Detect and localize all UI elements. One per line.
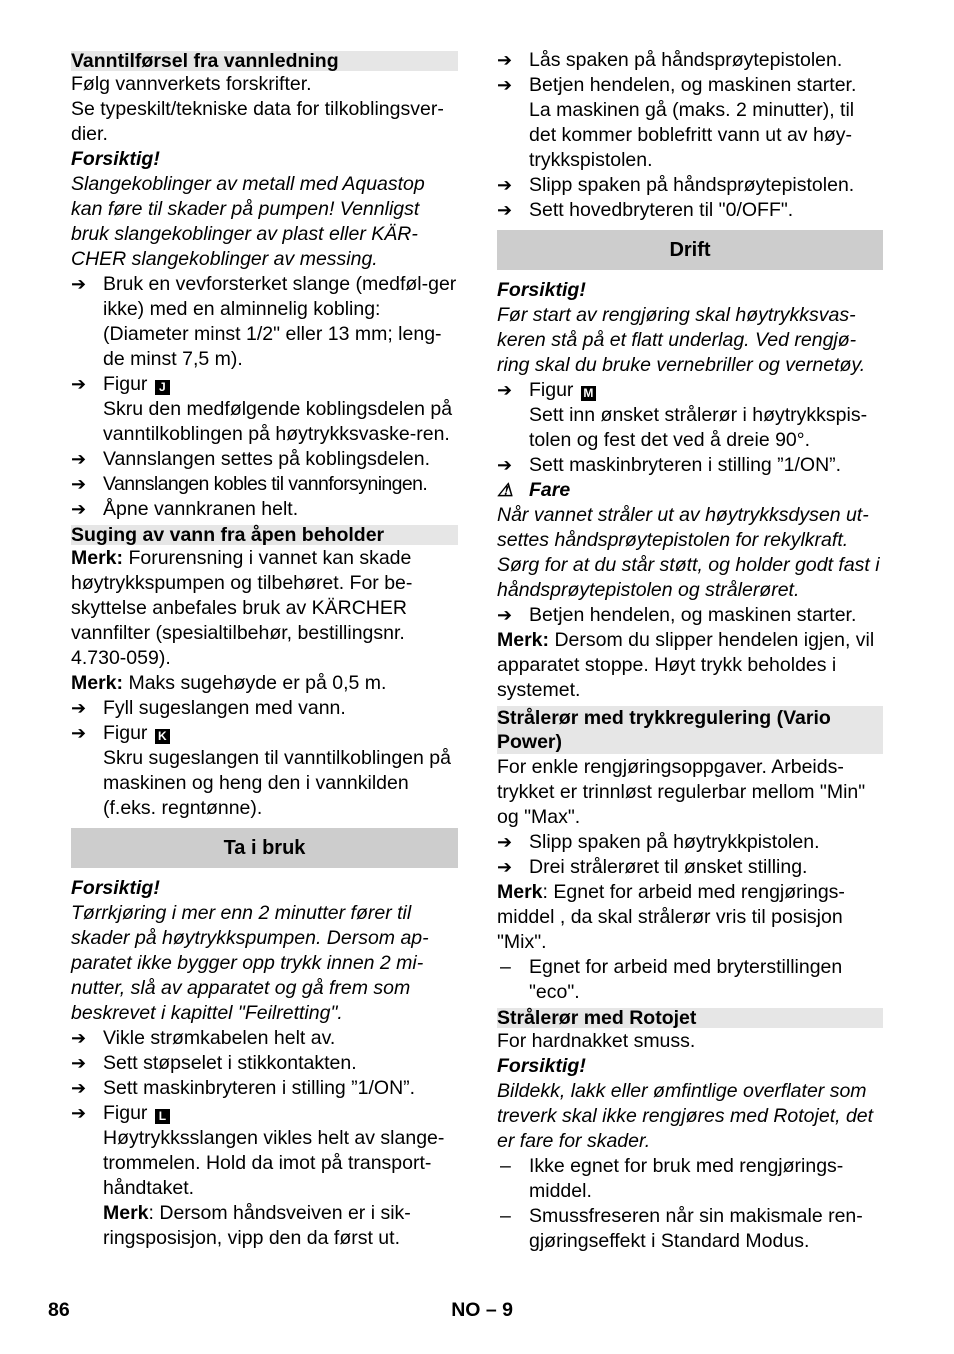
list-item: ➔ Drei strålerøret til ønsket stilling. — [497, 856, 808, 878]
dash-bullet: – — [500, 1155, 511, 1177]
page-code: NO – 9 — [451, 1299, 513, 1321]
figure-reference-icon: K — [155, 729, 170, 744]
arrow-right-icon: ➔ — [71, 1028, 87, 1048]
caution-text: Tørrkjøring i mer enn 2 minutter fører til skader på høytrykkspumpen. Dersom ap-paratet ikke bygger opp trykk innen 2 mi-nutter, slå av apparatet og gå frem som beskrevet i kapittel "Feilretting". — [71, 902, 429, 1024]
left-column — [71, 48, 458, 1251]
arrow-right-icon: ➔ — [497, 200, 513, 220]
caution-title: Forsiktig! — [497, 1055, 586, 1077]
arrow-right-icon: ➔ — [71, 723, 87, 743]
arrow-right-icon: ➔ — [71, 1103, 87, 1123]
subheading: Strålerør med trykkregulering (Vario Power) — [497, 706, 883, 754]
section-heading: Ta i bruk — [71, 828, 458, 868]
arrow-right-icon: ➔ — [497, 380, 513, 400]
note: Merk: Egnet for arbeid med rengjørings-middel , da skal strålerør vris til posisjon "Mix". — [497, 881, 845, 953]
arrow-right-icon: ➔ — [497, 75, 513, 95]
caution-text: Bildekk, lakk eller ømfintlige overflater som treverk skal ikke rengjøres med Rotojet, det er fare for skader. — [497, 1080, 874, 1152]
list-item: – Ikke egnet for bruk med rengjørings-middel. — [497, 1154, 883, 1204]
list-item: ➔ Betjen hendelen, og maskinen starter. La maskinen gå (maks. 2 minutter), til det kommer boblefritt vann ut av høy-trykkspistolen. — [497, 74, 857, 171]
list-item: ➔ Sett maskinbryteren i stilling ”1/ON”. — [71, 1077, 416, 1099]
paragraph: Se typeskilt/tekniske data for tilkoblingsver-dier. — [71, 98, 444, 145]
list-item: ➔ Slipp spaken på håndsprøytepistolen. — [497, 174, 855, 196]
figure-reference-icon: L — [155, 1109, 170, 1124]
list-item: ➔ Vannslangen settes på koblingsdelen. — [71, 448, 431, 470]
arrow-right-icon: ➔ — [71, 698, 87, 718]
arrow-right-icon: ➔ — [71, 1078, 87, 1098]
arrow-right-icon: ➔ — [71, 474, 87, 494]
arrow-right-icon: ➔ — [71, 449, 87, 469]
arrow-right-icon: ➔ — [497, 857, 513, 877]
arrow-right-icon: ➔ — [71, 499, 87, 519]
caution-title: Forsiktig! — [71, 877, 160, 899]
arrow-right-icon: ➔ — [497, 605, 513, 625]
arrow-right-icon: ➔ — [497, 832, 513, 852]
list-item: ➔ Fyll sugeslangen med vann. — [71, 697, 346, 719]
list-item: ➔ Figur L Høytrykksslangen vikles helt av slange-trommelen. Hold da imot på transport-håndtaket. Merk: Dersom håndsveiven er i sik-ringsposisjon, vipp den da først ut. — [71, 1102, 445, 1249]
arrow-right-icon: ➔ — [497, 175, 513, 195]
list-item: ➔ Figur M Sett inn ønsket strålerør i høytrykkspis-tolen og fest det ved å dreie 90°. — [497, 379, 868, 451]
arrow-right-icon: ➔ — [497, 50, 513, 70]
subheading: Suging av vann fra åpen beholder — [71, 525, 458, 545]
paragraph: For hardnakket smuss. — [497, 1030, 696, 1052]
arrow-right-icon: ➔ — [71, 274, 87, 294]
arrow-right-icon: ➔ — [497, 455, 513, 475]
list-item: ➔ Figur J Skru den medfølgende koblingsdelen på vanntilkoblingen på høytrykksvaske-ren. — [71, 373, 453, 445]
paragraph: For enkle rengjøringsoppgaver. Arbeids-trykket er trinnløst regulerbar mellom "Min" og "Max". — [497, 756, 866, 828]
list-item: ➔ Slipp spaken på høytrykkpistolen. — [497, 831, 820, 853]
list-item: ➔ Åpne vannkranen helt. — [71, 498, 299, 520]
note: Merk: Forurensning i vannet kan skade høytrykkspumpen og tilbehøret. For be-skyttelse anbefales bruk av KÄRCHER vannfilter (spesialtilbehør, bestillingsnr. 4.730-059). — [71, 547, 413, 669]
list-item: ➔ Sett maskinbryteren i stilling ”1/ON”. — [497, 454, 842, 476]
figure-reference-icon: M — [581, 386, 596, 401]
paragraph: Følg vannverkets forskrifter. — [71, 73, 312, 95]
right-column — [497, 48, 883, 1254]
arrow-right-icon: ➔ — [71, 1053, 87, 1073]
section-heading: Drift — [497, 230, 883, 270]
page-number: 86 — [48, 1299, 70, 1321]
caution-text: Slangekoblinger av metall med Aquastop kan føre til skader på pumpen! Vennligst bruk slangekoblinger av plast eller KÄR-CHER slangekoblinger av messing. — [71, 173, 425, 270]
list-item: ➔ Vikle strømkabelen helt av. — [71, 1027, 336, 1049]
list-item: ➔ Betjen hendelen, og maskinen starter. — [497, 604, 857, 626]
list-item: ➔ Vannslangen kobles til vannforsyningen. — [71, 473, 428, 495]
list-item: – Egnet for arbeid med bryterstillingen "eco". — [497, 955, 883, 1005]
dash-bullet: – — [500, 1205, 511, 1227]
list-item: ➔ Lås spaken på håndsprøytepistolen. — [497, 49, 843, 71]
warning-triangle-icon: ⚠ — [497, 480, 514, 500]
caution-title: Forsiktig! — [497, 279, 586, 301]
danger-title: ⚠ Fare — [497, 479, 571, 501]
caution-text: Før start av rengjøring skal høytrykksvas-keren stå på et flatt underlag. Ved rengjø-ring skal du bruke vernebriller og vernetøy. — [497, 304, 866, 376]
figure-reference-icon: J — [155, 380, 170, 395]
subheading: Vanntilførsel fra vannledning — [71, 51, 458, 71]
subheading: Strålerør med Rotojet — [497, 1008, 883, 1028]
note: Merk: Dersom du slipper hendelen igjen, vil apparatet stoppe. Høyt trykk beholdes i systemet. — [497, 629, 875, 701]
caution-title: Forsiktig! — [71, 148, 160, 170]
arrow-right-icon: ➔ — [71, 374, 87, 394]
list-item: – Smussfreseren når sin makismale ren-gjøringseffekt i Standard Modus. — [497, 1204, 883, 1254]
dash-bullet: – — [500, 956, 511, 978]
list-item: ➔ Bruk en vevforsterket slange (medføl-ger ikke) med en alminnelig kobling: (Diameter minst 1/2" eller 13 mm; leng-de minst 7,5 m). — [71, 273, 457, 370]
list-item: ➔ Sett hovedbryteren til "0/OFF". — [497, 199, 794, 221]
list-item: ➔ Figur K Skru sugeslangen til vanntilkoblingen på maskinen og heng den i vannkilden (f.eks. regntønne). — [71, 722, 451, 819]
note: Merk: Maks sugehøyde er på 0,5 m. — [71, 672, 387, 694]
danger-text: Når vannet stråler ut av høytrykksdysen ut-settes håndsprøytepistolen for rekylkraft. Sørg for at du står støtt, og holder godt fast i håndsprøytepistolen og strålerøret. — [497, 504, 880, 601]
list-item: ➔ Sett støpselet i stikkontakten. — [71, 1052, 357, 1074]
